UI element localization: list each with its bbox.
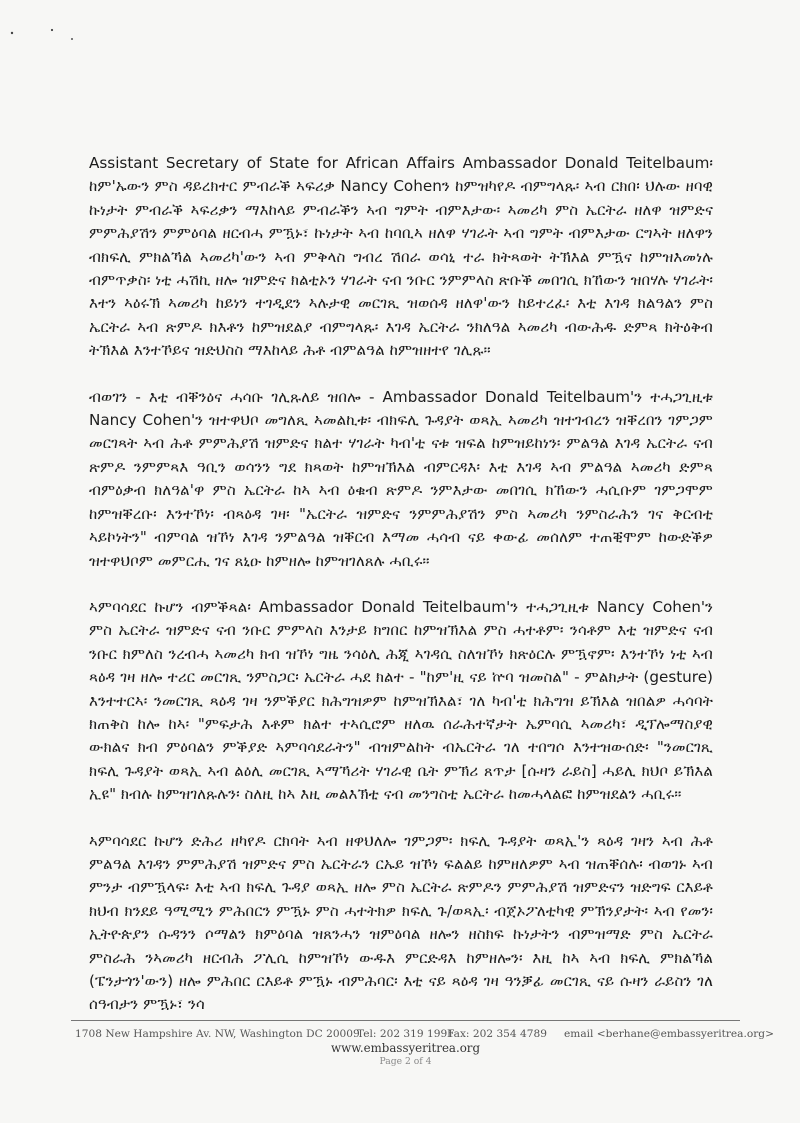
footer-address: 1708 New Hampshire Av. NW, Washington DC 20009 [75, 1028, 360, 1040]
footer-email: email <berhane@embassyeritrea.org> [564, 1028, 774, 1040]
footer-divider [71, 1020, 740, 1021]
page-number: Page 2 of 4 [379, 1056, 432, 1067]
paragraph-1: Assistant Secretary of State for African Affairs Ambassador Donald Teitelbaum፡ ከም'ኡውን ምስ ዳይረክተር ምብራቕ ኣፍሪቃ Nancy Cohenን ከምዝካየዶ ብምግላጹ፡ ኣብ ርክበ፡ ህሉው ዘባዊ ኩነታት ምብራቕ ኣፍሪቃን ማእከላይ ምብራቕን ኣብ ግምት ብምእታው፡ ኣመሪካ ምስ ኤርትራ ዘለዋ ዝምድና ምምሕያሽን ምምዕባል ዘርብሓ ምዃኑ፣ ኩነታት ኣብ ከባቢኣ ዘለዋ ሃገራት ኣብ ግምት ብምእታው ርግኣት ዘለዋን ብክፍሊ ምክልኻል ኣመሪካ'ውን ኣብ ምቅላስ ግብረ ሽበራ ወሳኒ ተራ ክትጻወት ትኽእል ምዃና ከምዝእመነሉ ብምጥቃስ፡ ነቲ ሓሽኪ ዘሎ ዝምድና ክልቲኦን ሃገራት ናብ ንቡር ንምምላስ ጽቡቕ መበገሲ ክኸውን ዝበሃሉ ሃገራት፡ እተን ኣዕሩኽ ኣመሪካ ከይነን ተገዲደን ኣሉታዊ መርገጺ ዝወሰዳ ዘለዋ'ውን ከይተረፈ፡ እቲ እገዳ ክልዓልን ምስ ኤርትራ ኣብ ጽምዶ ክእቶን ከምዝደልያ ብምግላጹ፡ እገዳ ኤርትራ ንክለዓል ኣመሪካ ብውሕዱ ድምጻ ክትዕቅብ ትኽእል እንተኾይና ዝድህስስ ማእከላይ ሕቶ ብምልዓል ከምዝዘተየ ገሊጹ። [89, 154, 713, 360]
footer-fax: Fax: 202 354 4789 [447, 1028, 547, 1040]
scan-specks [0, 0, 120, 60]
paragraph-2: ብወገን - እቲ ብቐንዕና ሓሳቡ ገሊጹለይ ዝበሎ - Ambassador Donald Teitelbaum'ን ተሓጋጊዚቱ Nancy Cohen'ን ዝተዋህቦ መግለጺ ኣመልኪቱ፡ ብክፍሊ ጉዳያት ወጻኢ ኣመሪካ ዝተገብረን ዝቐረበን ገምጋም መርገጻት ኣብ ሕቶ ምምሕያሽ ዝምድና ክልተ ሃገራት ካብ'ቲ ናቱ ዝፍል ከምዝይከነን፡ ምልዓል እገዳ ኤርትራ ናብ ጽምዶ ንምምጻእ ዓቢን ወሳንን ግደ ክጻወት ከምዝኽእል ብምርዳእ፡ እቲ እገዳ ኣብ ምልዓል ኣመሪካ ድምጻ ብምዕቃብ ክለዓል'ዋ ምስ ኤርትራ ከኣ ኣብ ዕቁብ ጽምዶ ንምእታው መበገሲ ክኸውን ሓሲቡም ገምጋሞም ከምዝቐረቡ፡ እንተኾነ፡ ብጻዕዳ ገዛ፡ "ኤርትራ ዝምድና ንምምሕያሽን ምስ ኣመሪካ ንምስራሕን ገና ቅርብቲ ኣይኮነትን" ብምባል ዝኾነ እገዳ ንምልዓል ዝቐርብ እማመ ሓሳብ ናይ ቀውፊ መሰለም ተጠቒሞም ከውድቕዎ ዝተዋህቦም መምርሒ ገና ጸኒዑ ከምዘሎ ከምዝገለጸሉ ሓቢሩ። [89, 387, 713, 570]
paragraph-3: ኣምባሳደር ኩሆን ብምቕጻል፡ Ambassador Donald Teitelbaum'ን ተሓጋጊዚቱ Nancy Cohen'ን ምስ ኤርትራ ዝምድና ናብ ንቡር ምምላስ እንታይ ክግበር ከምዝኽእል ምስ ሓተቶም፡ ንሳቶም እቲ ዝምድና ናብ ንቡር ክምለስ ንረብሓ ኣመሪካ ክብ ዝኾነ ግዜ ንሳዕሊ ሕጂ ኣገዳሲ ስለዝኾነ ክጽዕርሉ ምዃኖም፡ እንተኾነ ነቲ ኣብ ጻዕዳ ገዛ ዘሎ ተሪር መርገጺ ንምስጋር፡ ኤርትራ ሓደ ክልተ - "ከም'ዚ ናይ ኵባ ዝመስል" - ምልክታት (gesture) እንተተርኣ፡ ንመርገጺ ጻዕዳ ገዛ ንምቕያር ክሕግዝዎም ከምዝኽእል፣ ገለ ካብ'ቲ ክሕግዝ ይኽእል ዝበልዎ ሓሳባት ክጠቅስ ከሎ ከኣ፡ "ምፍታሕ እቶም ክልተ ተኣሲሮም ዘለዉ ሰራሕተኛታት ኤምባሲ ኣመሪካ፣ ዲፕሎማስያዊ ውክልና ክብ ምዕባልን ምቕያድ ኣምባሳደራትን" ብዝምልከት ብኤርትራ ገለ ተበግሶ እንተዝውሰድ፡ "ንመርገጺ ክፍሊ ጉዳያት ወጻኢ ኣብ ልዕሊ መርገጺ ኣማኻሪት ሃገራዊ ቤት ምኽሪ ጸጥታ [ሱዛን ራይስ] ሓይሊ ክህቦ ይኽእል ኢዩ" ክብሉ ከምዝገለጹሉን፡ ስለዚ ከኣ እዚ መልእኽቲ ናብ መንግስቲ ኤርትራ ከመሓላልፎ ከምዝደልን ሓቢሩ። [89, 597, 713, 804]
paragraph-4: ኣምባሳደር ኩሆን ድሕሪ ዘካየዶ ርክባት ኣብ ዘዋህለሎ ገምጋም፡ ክፍሊ ጉዳያት ወጻኢ'ን ጻዕዳ ገዛን ኣብ ሕቶ ምልዓል እገዳን ምምሕያሽ ዝምድና ምስ ኤርትራን ርኡይ ዝኾነ ፍልልይ ከምዘለዎም ኣብ ዝጠቐሰሉ፡ ብወገኑ ኣብ ምንታ ብምዃላፍ፡ እቲ ኣብ ክፍሊ ጉዳያ ወጻኢ ዘሎ ምስ ኤርትራ ጽምዶን ምምሕያሽ ዝምድናን ዝድግፍ ርእይቶ ክህብ ክንደይ ዓሚሚን ምሕበርን ምዃኑ ምስ ሓተትክዎ ክፍሊ ጉ/ወጻኢ፡ ብጀኦፖለቲካዊ ምኽንያታት፡ ኣብ የመን፡ ኢትዮጵያን ሱዳንን ሶማልን ክምዕባል ዝጸንሓን ዝምዕባል ዘሎን ዘስክፍ ኩነታትን ብምዝማድ ምስ ኤርትራ ምስራሕ ንኣመሪካ ዘርብሕ ፖሊሲ ከምዝኾነ ውዱእ ምርድዳእ ከምዘሎን፡ እዚ ከኣ ኣብ ክፍሊ ምክልኻል (ፔንታጎን'ውን) ዘሎ ምሕበር ርእይቶ ምዃኑ ብምሕባር፡ እቲ ናይ ጻዕዳ ገዛ ዓንቓፊ መርገጺ ናይ ሱዛን ራይስን ገለ ሰዓብታን ምዃኑ፣ ንሳ [89, 831, 713, 1014]
footer-contact-row [71, 1028, 774, 1042]
footer-telephone: Tel: 202 319 1991 [357, 1028, 454, 1040]
footer-website: www.embassyeritrea.org [331, 1041, 480, 1055]
letter-body [89, 152, 713, 1017]
letterhead-footer [71, 1028, 774, 1067]
